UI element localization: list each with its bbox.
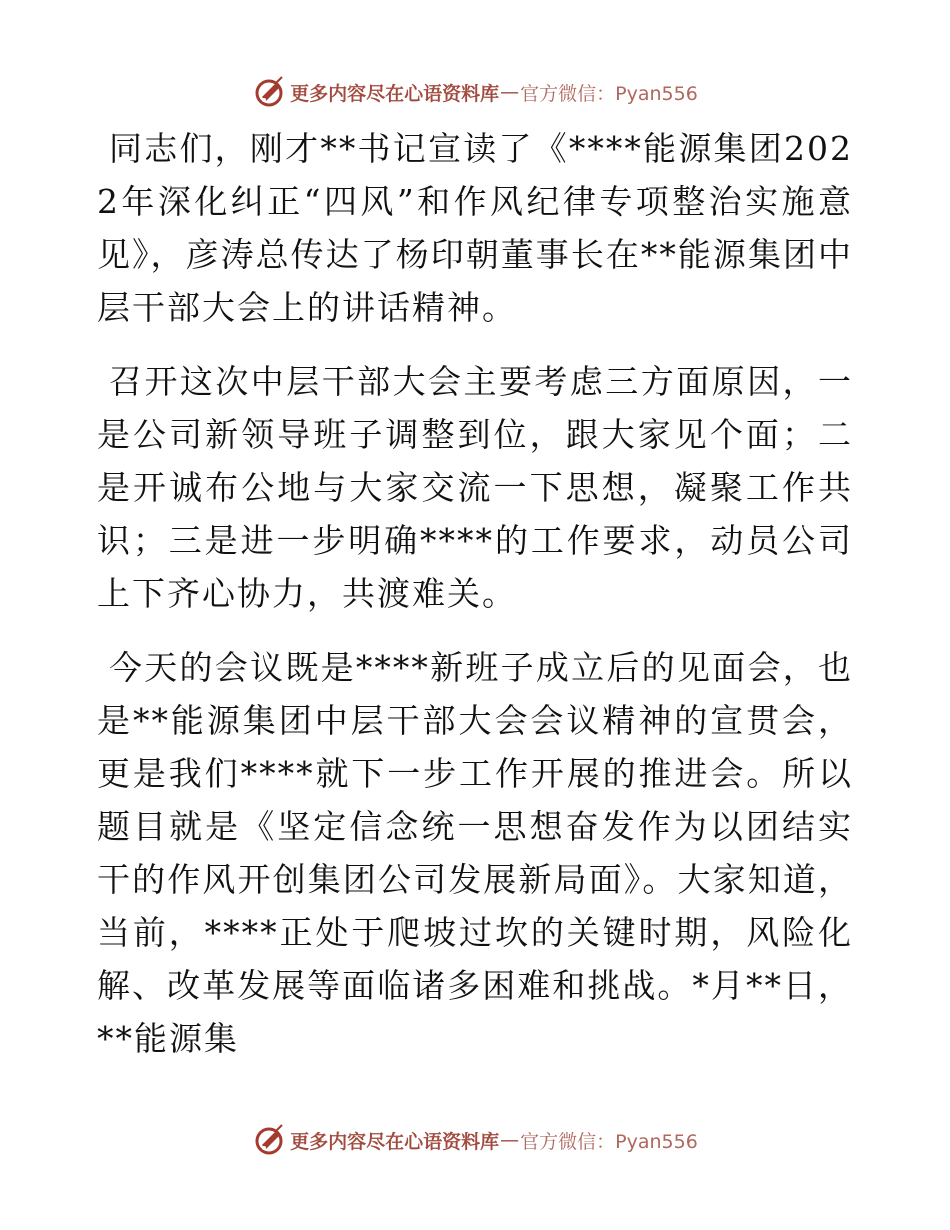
library-logo-icon (252, 1123, 286, 1157)
paragraph-2: 召开这次中层干部大会主要考虑三方面原因，一是公司新领导班子调整到位，跟大家见个面；二是开诚布公地与大家交流一下思想，凝聚工作共识；三是进一步明确****的工作要求，动员公司上下齐心协力，共渡难关。 (97, 362, 853, 613)
document-body (97, 122, 853, 1086)
banner-separator: — (500, 81, 520, 103)
banner-wechat: 官方微信：Pyan556 (520, 1130, 698, 1153)
paragraph-1: 同志们，刚才**书记宣读了《****能源集团2022年深化纠正“四风”和作风纪律专项整治实施意见》，彦涛总传达了杨印朝董事长在**能源集团中层干部大会上的讲话精神。 (97, 129, 853, 327)
library-logo-icon (252, 75, 286, 109)
banner-title: 更多内容尽在心语资料库 (290, 1130, 500, 1153)
footer-banner (0, 1120, 950, 1160)
banner-separator: — (500, 1129, 520, 1151)
paragraph-3: 今天的会议既是****新班子成立后的见面会，也是**能源集团中层干部大会会议精神的宣贯会，更是我们****就下一步工作开展的推进会。所以题目就是《坚定信念统一思想奋发作为以团结实干的作风开创集团公司发展新局面》。大家知道，当前，****正处于爬坡过坎的关键时期，风险化解、改革发展等面临诸多困难和挑战。*月**日，**能源集 (97, 648, 853, 1058)
banner-title: 更多内容尽在心语资料库 (290, 82, 500, 105)
header-banner (0, 72, 950, 112)
banner-wechat: 官方微信：Pyan556 (520, 82, 698, 105)
